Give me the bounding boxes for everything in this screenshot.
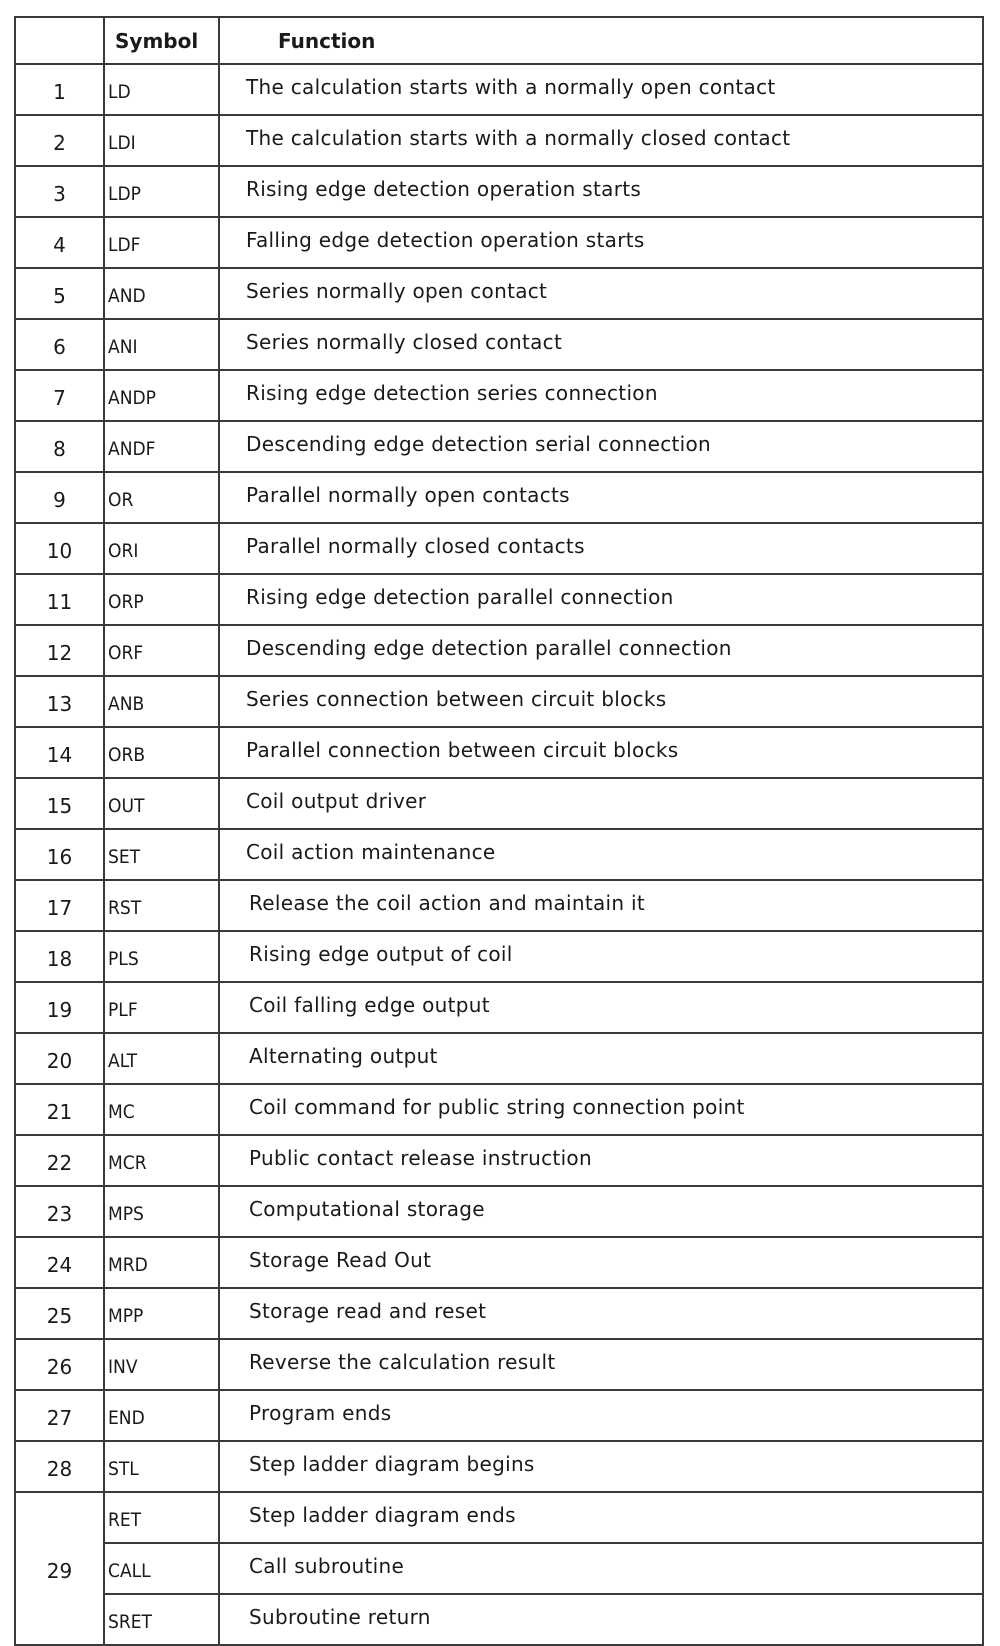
table-row [15, 1186, 983, 1237]
row-function: Parallel normally closed contacts [219, 523, 983, 574]
table-row [15, 1033, 983, 1084]
row-function: Rising edge detection series connection [219, 370, 983, 421]
table-body [15, 64, 983, 1645]
row-function: Falling edge detection operation starts [219, 217, 983, 268]
table-row [15, 727, 983, 778]
table-row [15, 1492, 983, 1543]
row-symbol: LDP [104, 166, 219, 217]
row-symbol: MPS [104, 1186, 219, 1237]
row-function: Descending edge detection parallel connection [219, 625, 983, 676]
row-function: Parallel connection between circuit blocks [219, 727, 983, 778]
row-number-group: 29 [15, 1492, 104, 1645]
table-row [15, 1339, 983, 1390]
row-number: 8 [15, 421, 104, 472]
row-number: 20 [15, 1033, 104, 1084]
row-symbol: MPP [104, 1288, 219, 1339]
row-function: Storage Read Out [219, 1237, 983, 1288]
row-symbol: AND [104, 268, 219, 319]
row-symbol: ANI [104, 319, 219, 370]
row-symbol: SRET [104, 1594, 219, 1645]
row-symbol: PLF [104, 982, 219, 1033]
table-row [15, 931, 983, 982]
table-row [15, 778, 983, 829]
row-symbol: ANDP [104, 370, 219, 421]
row-symbol: MRD [104, 1237, 219, 1288]
header-number [15, 17, 104, 64]
row-number: 22 [15, 1135, 104, 1186]
row-function: Step ladder diagram begins [219, 1441, 983, 1492]
table-row [15, 217, 983, 268]
row-number: 24 [15, 1237, 104, 1288]
row-function: Alternating output [219, 1033, 983, 1084]
row-symbol: ORF [104, 625, 219, 676]
row-function: Series normally closed contact [219, 319, 983, 370]
row-function: Coil command for public string connection point [219, 1084, 983, 1135]
table-row [15, 1543, 983, 1594]
row-symbol: ORI [104, 523, 219, 574]
row-symbol: OR [104, 472, 219, 523]
table-row [15, 880, 983, 931]
row-function: Rising edge output of coil [219, 931, 983, 982]
row-symbol: LD [104, 64, 219, 115]
row-symbol: ORB [104, 727, 219, 778]
row-number: 25 [15, 1288, 104, 1339]
row-function: Public contact release instruction [219, 1135, 983, 1186]
row-number: 28 [15, 1441, 104, 1492]
row-symbol: SET [104, 829, 219, 880]
row-number: 13 [15, 676, 104, 727]
row-symbol: LDF [104, 217, 219, 268]
row-function: The calculation starts with a normally closed contact [219, 115, 983, 166]
row-symbol: INV [104, 1339, 219, 1390]
table-row [15, 1390, 983, 1441]
table-row [15, 268, 983, 319]
row-symbol: ALT [104, 1033, 219, 1084]
row-number: 6 [15, 319, 104, 370]
row-function: Release the coil action and maintain it [219, 880, 983, 931]
row-function: Subroutine return [219, 1594, 983, 1645]
row-function: Reverse the calculation result [219, 1339, 983, 1390]
row-symbol: RET [104, 1492, 219, 1543]
row-number: 10 [15, 523, 104, 574]
row-number: 18 [15, 931, 104, 982]
table-row [15, 1237, 983, 1288]
row-function: The calculation starts with a normally open contact [219, 64, 983, 115]
row-symbol: ANB [104, 676, 219, 727]
row-number: 3 [15, 166, 104, 217]
row-function: Series connection between circuit blocks [219, 676, 983, 727]
table-row [15, 1135, 983, 1186]
table-row [15, 370, 983, 421]
row-function: Series normally open contact [219, 268, 983, 319]
row-symbol: ANDF [104, 421, 219, 472]
table-row [15, 676, 983, 727]
row-function: Computational storage [219, 1186, 983, 1237]
table-row [15, 523, 983, 574]
header-symbol: Symbol [104, 17, 219, 64]
row-number: 9 [15, 472, 104, 523]
header-function: Function [219, 17, 983, 64]
row-number: 11 [15, 574, 104, 625]
row-function: Program ends [219, 1390, 983, 1441]
table-row [15, 319, 983, 370]
row-number: 12 [15, 625, 104, 676]
row-number: 4 [15, 217, 104, 268]
instruction-table [14, 16, 984, 1646]
row-function: Descending edge detection serial connection [219, 421, 983, 472]
row-function: Call subroutine [219, 1543, 983, 1594]
row-function: Rising edge detection operation starts [219, 166, 983, 217]
row-number: 1 [15, 64, 104, 115]
row-symbol: RST [104, 880, 219, 931]
row-symbol: OUT [104, 778, 219, 829]
row-number: 14 [15, 727, 104, 778]
row-number: 21 [15, 1084, 104, 1135]
row-number: 15 [15, 778, 104, 829]
row-function: Coil falling edge output [219, 982, 983, 1033]
row-number: 26 [15, 1339, 104, 1390]
table-row [15, 64, 983, 115]
table-row [15, 1288, 983, 1339]
row-number: 27 [15, 1390, 104, 1441]
row-function: Rising edge detection parallel connection [219, 574, 983, 625]
table-row [15, 829, 983, 880]
row-function: Parallel normally open contacts [219, 472, 983, 523]
row-number: 17 [15, 880, 104, 931]
row-function: Step ladder diagram ends [219, 1492, 983, 1543]
table-header-row [15, 17, 983, 64]
row-symbol: STL [104, 1441, 219, 1492]
table-row [15, 1441, 983, 1492]
table-row [15, 421, 983, 472]
row-symbol: MC [104, 1084, 219, 1135]
table-row [15, 115, 983, 166]
row-number: 16 [15, 829, 104, 880]
row-symbol: MCR [104, 1135, 219, 1186]
row-number: 2 [15, 115, 104, 166]
table-row [15, 574, 983, 625]
row-function: Storage read and reset [219, 1288, 983, 1339]
row-symbol: PLS [104, 931, 219, 982]
row-number: 23 [15, 1186, 104, 1237]
row-number: 5 [15, 268, 104, 319]
row-function: Coil action maintenance [219, 829, 983, 880]
row-function: Coil output driver [219, 778, 983, 829]
row-symbol: CALL [104, 1543, 219, 1594]
table-row [15, 1084, 983, 1135]
row-symbol: LDI [104, 115, 219, 166]
table-row [15, 1594, 983, 1645]
row-number: 19 [15, 982, 104, 1033]
table-row [15, 166, 983, 217]
row-number: 7 [15, 370, 104, 421]
table-row [15, 625, 983, 676]
table-row [15, 472, 983, 523]
table-row [15, 982, 983, 1033]
row-symbol: ORP [104, 574, 219, 625]
row-symbol: END [104, 1390, 219, 1441]
